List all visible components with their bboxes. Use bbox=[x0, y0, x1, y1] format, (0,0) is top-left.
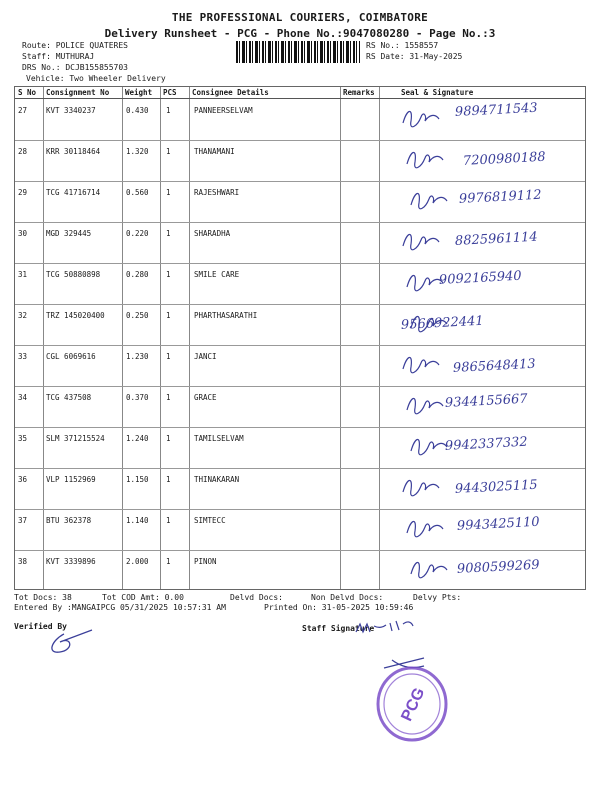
col-header-remarks: Remarks bbox=[343, 88, 375, 97]
row-sno: 31 bbox=[18, 270, 28, 279]
handwritten-phone: 9344155667 bbox=[444, 391, 528, 411]
row-seal-signature bbox=[393, 140, 585, 181]
row-seal-signature bbox=[393, 427, 585, 468]
verifier-signature bbox=[52, 630, 92, 652]
verified-by-label: Verified By bbox=[14, 622, 67, 631]
total-docs: Tot Docs: 38 bbox=[14, 593, 72, 602]
signature-scribble bbox=[411, 193, 447, 208]
rs-number: RS No.: 1558557 bbox=[366, 41, 439, 50]
row-consignment-no: MGD 329445 bbox=[46, 229, 92, 238]
row-consignment-no: VLP 1152969 bbox=[46, 475, 96, 484]
table-row bbox=[15, 99, 585, 140]
row-pcs: 1 bbox=[166, 557, 171, 566]
row-weight: 1.150 bbox=[126, 475, 149, 484]
signature-scribble bbox=[407, 398, 443, 413]
table-row bbox=[15, 345, 585, 386]
row-consignee: JANCI bbox=[194, 352, 217, 361]
row-weight: 0.250 bbox=[126, 311, 149, 320]
row-consignee: PINON bbox=[194, 557, 217, 566]
row-consignee: SMILE CARE bbox=[194, 270, 240, 279]
table-row bbox=[15, 468, 585, 509]
row-consignee: TAMILSELVAM bbox=[194, 434, 244, 443]
row-seal-signature bbox=[393, 99, 585, 140]
row-weight: 2.000 bbox=[126, 557, 149, 566]
row-pcs: 1 bbox=[166, 147, 171, 156]
row-sno: 30 bbox=[18, 229, 28, 238]
row-consignment-no: TRZ 145020400 bbox=[46, 311, 105, 320]
row-pcs: 1 bbox=[166, 475, 171, 484]
barcode bbox=[236, 41, 360, 63]
row-sno: 32 bbox=[18, 311, 28, 320]
rs-date: RS Date: 31-May-2025 bbox=[366, 52, 463, 61]
row-seal-signature bbox=[393, 509, 585, 550]
col-header-signature: Seal & Signature bbox=[401, 88, 474, 97]
row-pcs: 1 bbox=[166, 352, 171, 361]
row-consignment-no: KVT 3340237 bbox=[46, 106, 96, 115]
row-consignment-no: TCG 50880898 bbox=[46, 270, 101, 279]
row-weight: 0.560 bbox=[126, 188, 149, 197]
row-seal-signature bbox=[393, 263, 585, 304]
row-sno: 33 bbox=[18, 352, 28, 361]
row-pcs: 1 bbox=[166, 270, 171, 279]
row-seal-signature bbox=[393, 181, 585, 222]
col-header-sno: S No bbox=[18, 88, 37, 97]
non-delivered-docs: Non Delvd Docs: bbox=[311, 593, 384, 602]
row-consignment-no: CGL 6069616 bbox=[46, 352, 96, 361]
vehicle-label: Vehicle: Two Wheeler Delivery bbox=[26, 74, 166, 83]
row-pcs: 1 bbox=[166, 188, 171, 197]
row-consignment-no: KVT 3339896 bbox=[46, 557, 96, 566]
runsheet-subtitle: Delivery Runsheet - PCG - Phone No.:9047080280 - Page No.:3 bbox=[104, 27, 496, 40]
signature-scribble bbox=[403, 111, 439, 126]
col-header-consignee: Consignee Details bbox=[192, 88, 269, 97]
row-seal-signature bbox=[393, 550, 585, 591]
row-consignment-no: SLM 371215524 bbox=[46, 434, 105, 443]
row-consignee: THINAKARAN bbox=[194, 475, 240, 484]
row-sno: 36 bbox=[18, 475, 28, 484]
signature-scribble bbox=[403, 480, 439, 495]
signature-scribble bbox=[407, 152, 443, 167]
handwritten-phone: 9942337332 bbox=[444, 434, 528, 454]
handwritten-phone: 9566922441 bbox=[400, 313, 484, 333]
row-consignee: RAJESHWARI bbox=[194, 188, 240, 197]
route-label: Route: POLICE QUATERES bbox=[22, 41, 128, 50]
table-row bbox=[15, 386, 585, 427]
row-sno: 35 bbox=[18, 434, 28, 443]
row-seal-signature bbox=[393, 386, 585, 427]
signature-scribble bbox=[411, 562, 447, 577]
handwritten-phone: 9943425110 bbox=[456, 514, 540, 534]
stamp-text: PCG bbox=[398, 685, 429, 724]
row-weight: 1.320 bbox=[126, 147, 149, 156]
row-consignee: SIMTECC bbox=[194, 516, 226, 525]
delivered-docs: Delvd Docs: bbox=[230, 593, 283, 602]
row-sno: 29 bbox=[18, 188, 28, 197]
table-row bbox=[15, 181, 585, 222]
row-sno: 38 bbox=[18, 557, 28, 566]
row-weight: 0.430 bbox=[126, 106, 149, 115]
staff-signature-label: Staff Signature bbox=[302, 624, 375, 633]
handwritten-phone: 8825961114 bbox=[454, 229, 538, 249]
handwritten-phone: 9865648413 bbox=[452, 356, 536, 376]
table-row bbox=[15, 222, 585, 263]
row-sno: 27 bbox=[18, 106, 28, 115]
row-weight: 0.280 bbox=[126, 270, 149, 279]
row-consignment-no: TCG 41716714 bbox=[46, 188, 101, 197]
row-weight: 0.370 bbox=[126, 393, 149, 402]
drs-number: DRS No.: DCJB155855703 bbox=[22, 63, 128, 72]
table-row bbox=[15, 304, 585, 345]
row-weight: 1.230 bbox=[126, 352, 149, 361]
row-consignment-no: BTU 362378 bbox=[46, 516, 92, 525]
table-row bbox=[15, 550, 585, 591]
pcg-stamp bbox=[378, 668, 446, 740]
row-weight: 1.140 bbox=[126, 516, 149, 525]
runsheet-table bbox=[14, 86, 586, 590]
row-consignee: PHARTHASARATHI bbox=[194, 311, 258, 320]
entered-by: Entered By :MANGAIPCG 05/31/2025 10:57:31 AM bbox=[14, 603, 226, 612]
table-row bbox=[15, 140, 585, 181]
row-consignee: GRACE bbox=[194, 393, 217, 402]
row-pcs: 1 bbox=[166, 311, 171, 320]
handwritten-phone: 9080599269 bbox=[456, 557, 540, 577]
handwritten-phone: 9894711543 bbox=[454, 100, 538, 120]
row-consignment-no: KRR 30118464 bbox=[46, 147, 101, 156]
row-pcs: 1 bbox=[166, 229, 171, 238]
staff-label: Staff: MUTHURAJ bbox=[22, 52, 95, 61]
printed-on: Printed On: 31-05-2025 10:59:46 bbox=[264, 603, 414, 612]
row-seal-signature bbox=[393, 222, 585, 263]
row-pcs: 1 bbox=[166, 393, 171, 402]
handwritten-phone: 9443025115 bbox=[454, 477, 538, 497]
handwritten-phone: 9092165940 bbox=[438, 268, 522, 288]
row-pcs: 1 bbox=[166, 516, 171, 525]
signature-scribble bbox=[407, 521, 443, 536]
table-row bbox=[15, 427, 585, 468]
handwritten-phone: 9976819112 bbox=[458, 187, 542, 207]
row-seal-signature bbox=[393, 304, 585, 345]
total-cod-amount: Tot COD Amt: 0.00 bbox=[102, 593, 184, 602]
row-sno: 28 bbox=[18, 147, 28, 156]
row-pcs: 1 bbox=[166, 106, 171, 115]
row-consignment-no: TCG 437508 bbox=[46, 393, 92, 402]
col-header-consignment: Consignment No bbox=[46, 88, 110, 97]
row-sno: 37 bbox=[18, 516, 28, 525]
col-header-weight: Weight bbox=[125, 88, 153, 97]
row-seal-signature bbox=[393, 468, 585, 509]
handwritten-phone: 7200980188 bbox=[462, 149, 546, 169]
row-sno: 34 bbox=[18, 393, 28, 402]
company-title: THE PROFESSIONAL COURIERS, COIMBATORE bbox=[171, 11, 429, 24]
table-row bbox=[15, 509, 585, 550]
row-consignee: SHARADHA bbox=[194, 229, 231, 238]
stamp-mark bbox=[384, 658, 424, 668]
row-consignee: THANAMANI bbox=[194, 147, 235, 156]
signature-scribble bbox=[403, 357, 439, 372]
signature-scribble bbox=[407, 275, 443, 290]
table-row bbox=[15, 263, 585, 304]
signature-scribble bbox=[403, 234, 439, 249]
row-consignee: PANNEERSELVAM bbox=[194, 106, 253, 115]
row-pcs: 1 bbox=[166, 434, 171, 443]
col-header-pcs: PCS bbox=[163, 88, 177, 97]
row-seal-signature bbox=[393, 345, 585, 386]
row-weight: 1.240 bbox=[126, 434, 149, 443]
delivery-points: Delvy Pts: bbox=[413, 593, 462, 602]
row-weight: 0.220 bbox=[126, 229, 149, 238]
signature-scribble bbox=[411, 439, 447, 454]
